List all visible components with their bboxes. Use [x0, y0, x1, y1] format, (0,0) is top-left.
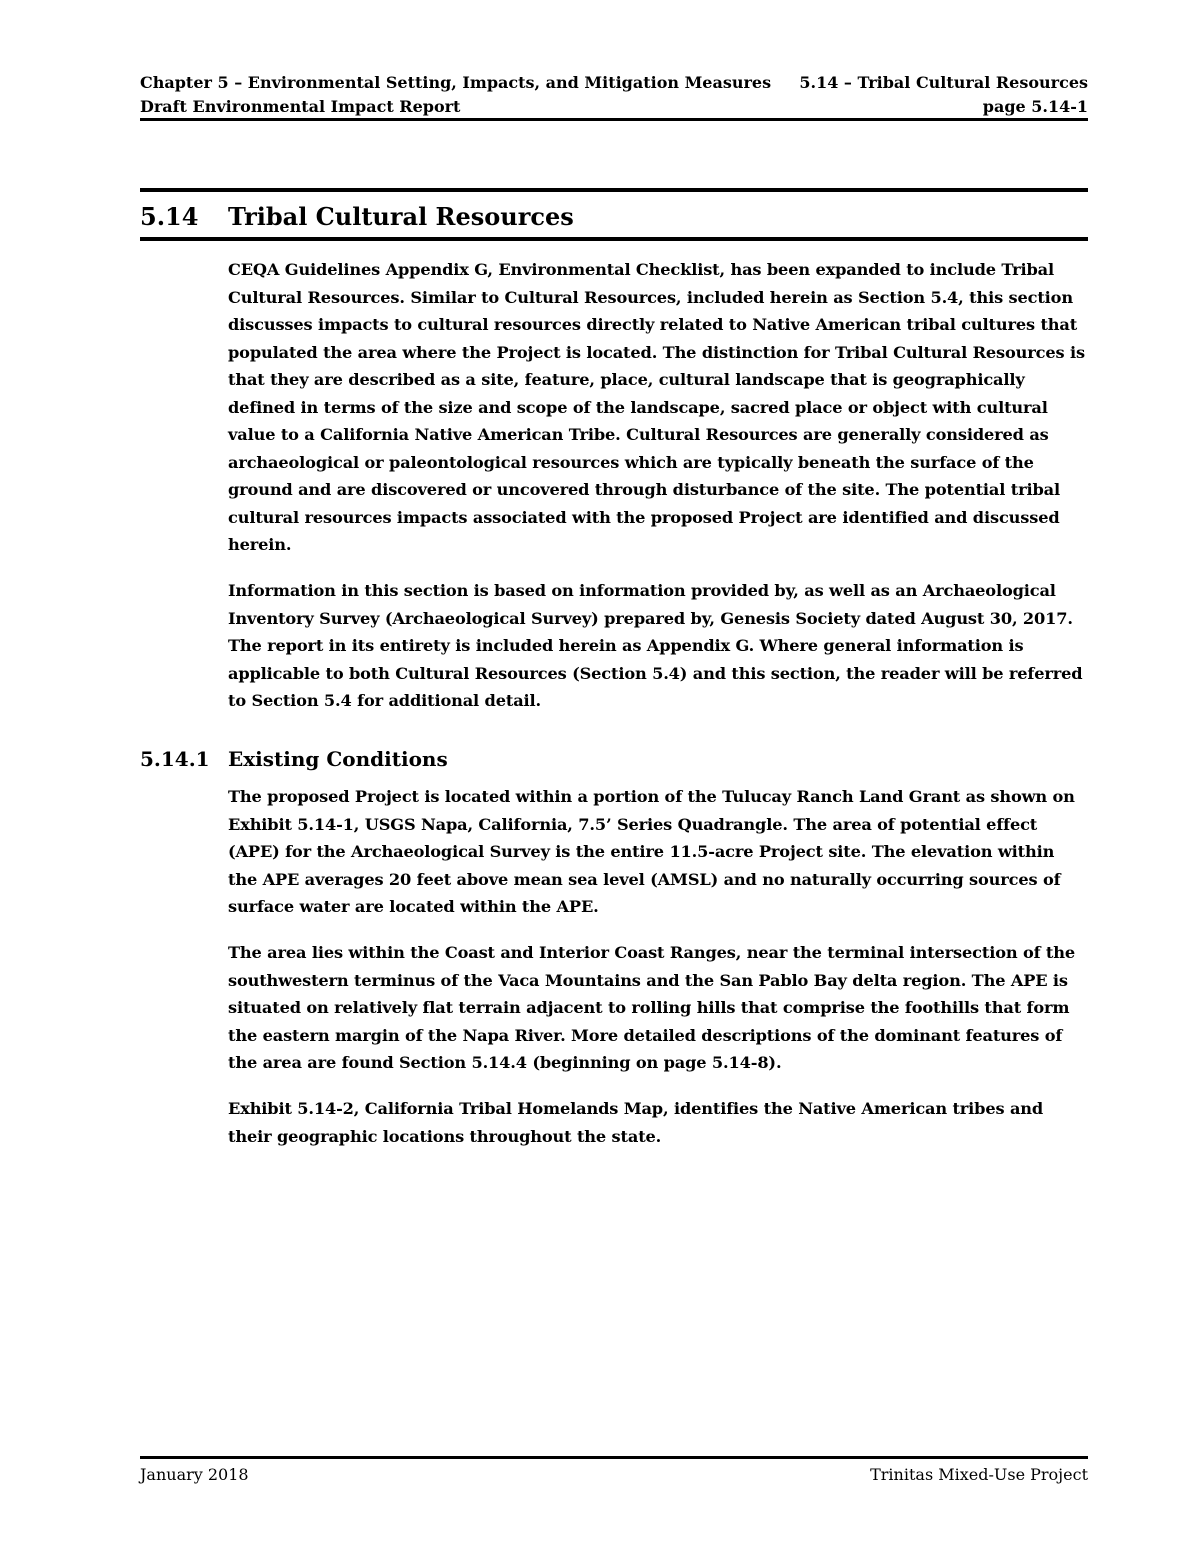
paragraph-text: Information in this section is based on information provided by, as well as an Archaeological Inventory Survey (Archaeological Survey) prepared by, Genesis Society dated August 30, 2017. The report in its entirety is included herein as Appendix G. Where general information is applicable to both Cultural Resources (Section 5.4) and this section, the reader will be referred to Section 5.4 for additional detail.: [228, 581, 1083, 710]
header-page-number: page 5.14-1: [982, 97, 1088, 116]
subsection-number: 5.14.1: [140, 747, 210, 771]
section-rule-top: [140, 188, 1088, 192]
section-paragraph: [228, 256, 1088, 559]
header-report: Draft Environmental Impact Report: [140, 97, 461, 116]
subsection-title: Existing Conditions: [228, 747, 448, 771]
footer-project: Trinitas Mixed-Use Project: [870, 1465, 1088, 1484]
header-section-ref: 5.14 – Tribal Cultural Resources: [799, 73, 1088, 92]
footer-date: January 2018: [140, 1465, 249, 1484]
subsection-paragraph: [228, 939, 1088, 1077]
paragraph-text: The area lies within the Coast and Interior Coast Ranges, near the terminal intersection of the southwestern terminus of the Vaca Mountains and the San Pablo Bay delta region. The APE is situated on relatively flat terrain adjacent to rolling hills that comprise the foothills that form the eastern margin of the Napa River. More detailed descriptions of the dominant features of the area are found Section 5.14.4 (beginning on page 5.14-8).: [228, 943, 1075, 1072]
header-chapter: Chapter 5 – Environmental Setting, Impacts, and Mitigation Measures: [140, 73, 772, 92]
paragraph-text: The proposed Project is located within a portion of the Tulucay Ranch Land Grant as shown on Exhibit 5.14-1, USGS Napa, California, 7.5’ Series Quadrangle. The area of potential effect (APE) for the Archaeological Survey is the entire 11.5-acre Project site. The elevation within the APE averages 20 feet above mean sea level (AMSL) and no naturally occurring sources of surface water are located within the APE.: [228, 787, 1075, 916]
section-paragraph: [228, 577, 1088, 715]
subsection-paragraph: [228, 1095, 1088, 1150]
running-footer: [140, 1464, 1088, 1486]
section-heading: [140, 201, 1088, 233]
section-number: 5.14: [140, 202, 199, 231]
subsection-paragraph: [228, 783, 1088, 921]
section-title: Tribal Cultural Resources: [228, 202, 574, 231]
paragraph-text: Exhibit 5.14-2, California Tribal Homelands Map, identifies the Native American tribes and their geographic locations throughout the state.: [228, 1099, 1044, 1146]
running-header-bottom: [140, 96, 1088, 118]
subsection-heading: [140, 745, 448, 773]
section-rule-bottom: [140, 237, 1088, 241]
running-header-top: [140, 72, 1088, 94]
paragraph-text: CEQA Guidelines Appendix G, Environmental Checklist, has been expanded to include Tribal Cultural Resources. Similar to Cultural Resources, included herein as Section 5.4, this section discusses impacts to cultural resources directly related to Native American tribal cultures that populated the area where the Project is located. The distinction for Tribal Cultural Resources is that they are described as a site, feature, place, cultural landscape that is geographically defined in terms of the size and scope of the landscape, sacred place or object with cultural value to a California Native American Tribe. Cultural Resources are generally considered as archaeological or paleontological resources which are typically beneath the surface of the ground and are discovered or uncovered through disturbance of the site. The potential tribal cultural resources impacts associated with the proposed Project are identified and discussed herein.: [228, 260, 1085, 554]
footer-rule: [140, 1456, 1088, 1459]
header-rule: [140, 118, 1088, 121]
